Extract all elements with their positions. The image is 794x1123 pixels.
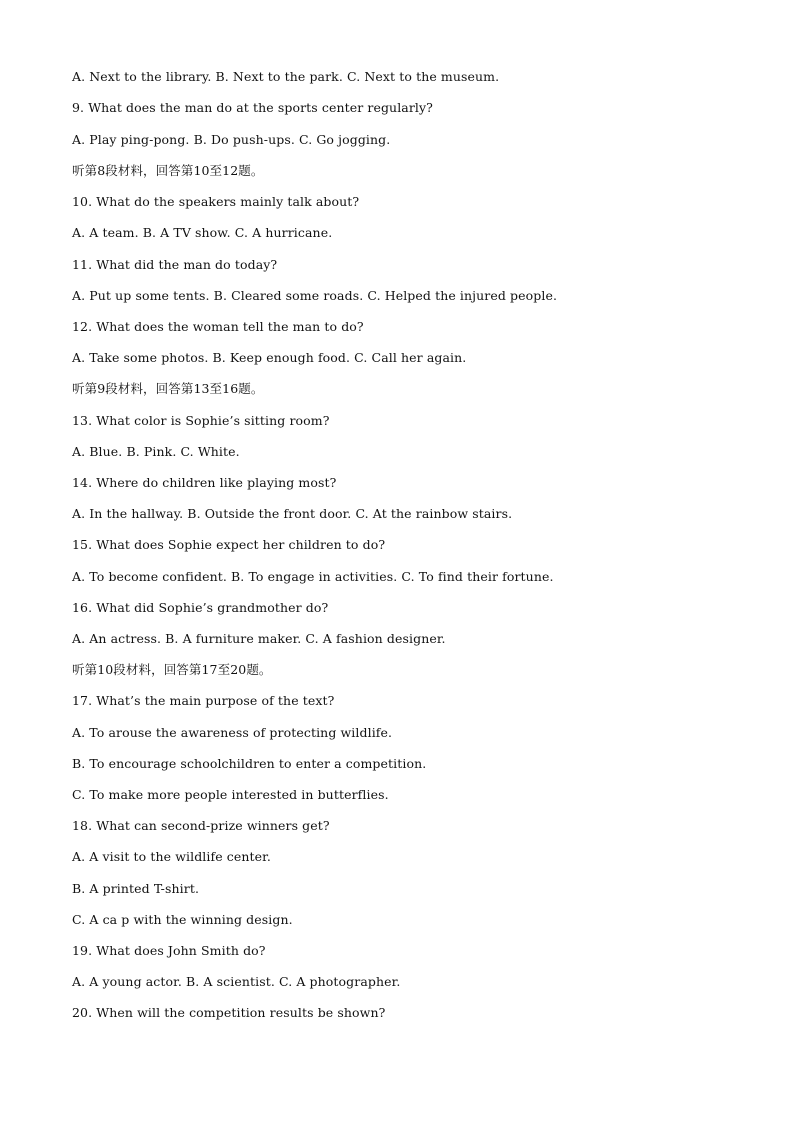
question-14: 14. Where do children like playing most? bbox=[72, 475, 337, 490]
question-15: 15. What does Sophie expect her children to do? bbox=[72, 537, 386, 552]
question-11: 11. What did the man do today? bbox=[72, 257, 278, 272]
question-20: 20. When will the competition results be shown? bbox=[72, 1005, 386, 1020]
question-17: 17. What’s the main purpose of the text? bbox=[72, 693, 335, 708]
question-10: 10. What do the speakers mainly talk about? bbox=[72, 194, 360, 209]
question-13: 13. What color is Sophie’s sitting room? bbox=[72, 413, 330, 428]
answer-option-17c: C. To make more people interested in butterflies. bbox=[72, 787, 389, 802]
section-heading-10: 听第10段材料，回答第17至20题。 bbox=[72, 662, 272, 677]
answer-option-18c: C. A ca p with the winning design. bbox=[72, 912, 293, 927]
answer-option-18b: B. A printed T-shirt. bbox=[72, 881, 200, 896]
answer-option-17a: A. To arouse the awareness of protecting wildlife. bbox=[72, 725, 393, 740]
answer-options-10: A. A team. B. A TV show. C. A hurricane. bbox=[72, 225, 333, 240]
answer-options-15: A. To become confident. B. To engage in activities. C. To find their fortune. bbox=[72, 569, 554, 584]
answer-options-8: A. Next to the library. B. Next to the park. C. Next to the museum. bbox=[72, 69, 500, 84]
question-19: 19. What does John Smith do? bbox=[72, 943, 266, 958]
answer-options-16: A. An actress. B. A furniture maker. C. A fashion designer. bbox=[72, 631, 446, 646]
answer-options-11: A. Put up some tents. B. Cleared some roads. C. Helped the injured people. bbox=[72, 288, 558, 303]
answer-options-13: A. Blue. B. Pink. C. White. bbox=[72, 444, 240, 459]
answer-option-18a: A. A visit to the wildlife center. bbox=[72, 849, 271, 864]
answer-options-14: A. In the hallway. B. Outside the front door. C. At the rainbow stairs. bbox=[72, 506, 513, 521]
answer-option-17b: B. To encourage schoolchildren to enter a competition. bbox=[72, 756, 427, 771]
section-heading-9: 听第9段材料，回答第13至16题。 bbox=[72, 381, 264, 396]
question-18: 18. What can second-prize winners get? bbox=[72, 818, 330, 833]
answer-options-12: A. Take some photos. B. Keep enough food. C. Call her again. bbox=[72, 350, 467, 365]
section-heading-8: 听第8段材料，回答第10至12题。 bbox=[72, 163, 264, 178]
question-9: 9. What does the man do at the sports center regularly? bbox=[72, 100, 433, 115]
answer-options-19: A. A young actor. B. A scientist. C. A photographer. bbox=[72, 974, 401, 989]
question-16: 16. What did Sophie’s grandmother do? bbox=[72, 600, 329, 615]
answer-options-9: A. Play ping-pong. B. Do push-ups. C. Go jogging. bbox=[72, 132, 391, 147]
question-12: 12. What does the woman tell the man to do? bbox=[72, 319, 364, 334]
